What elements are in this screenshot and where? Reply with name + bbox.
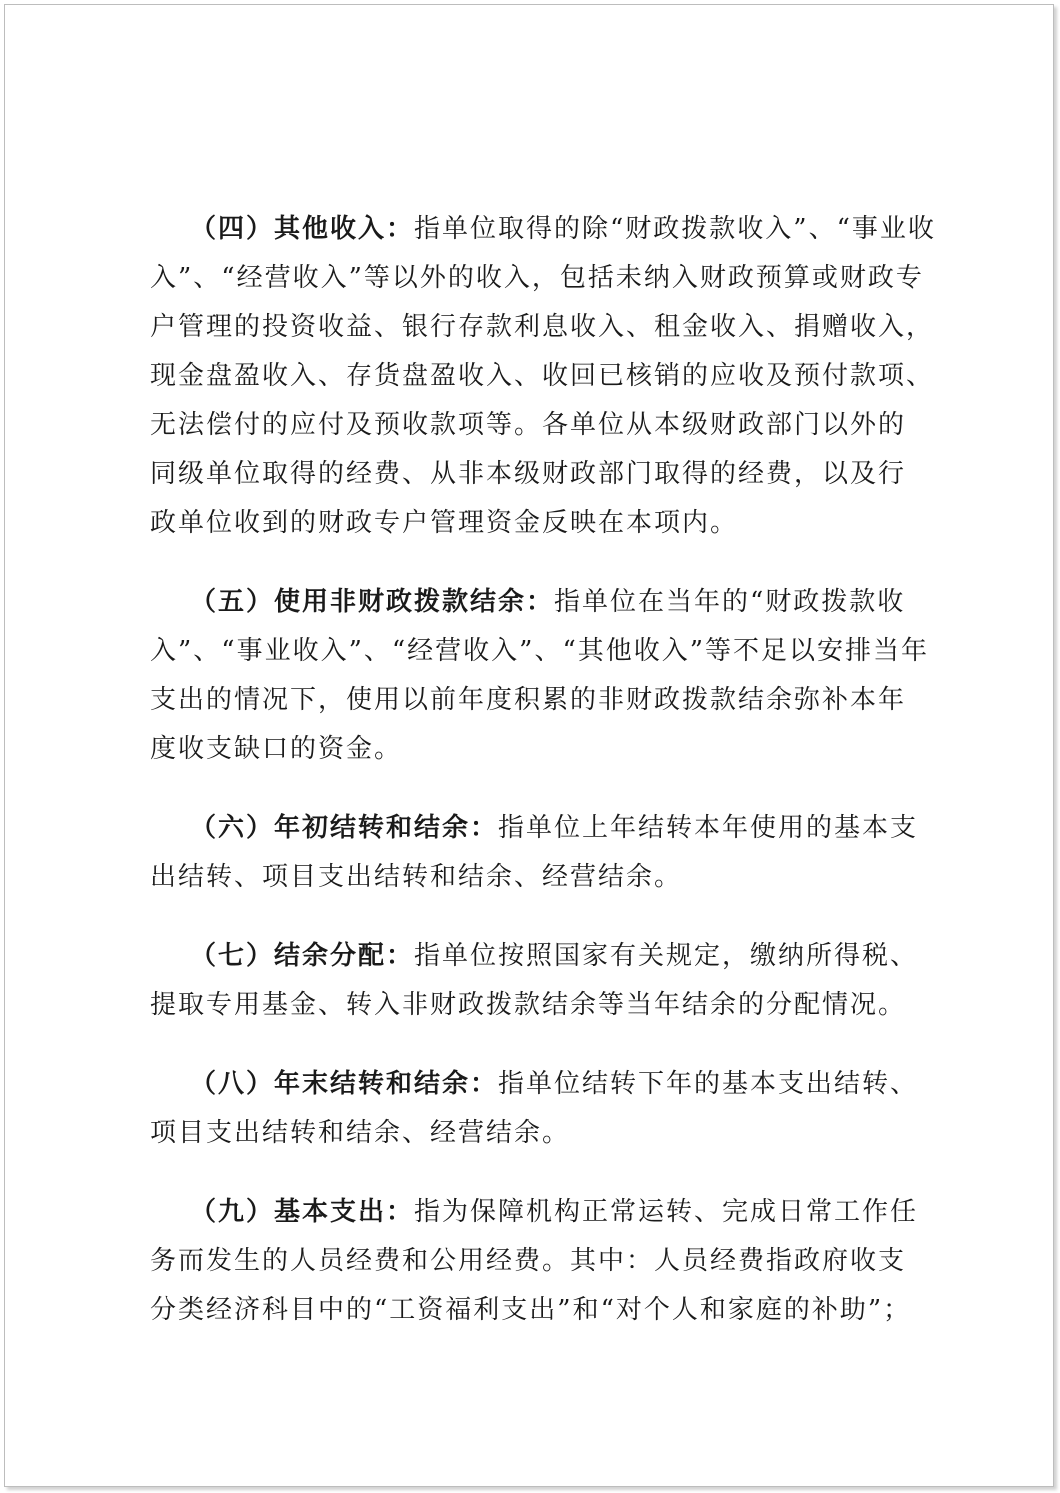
paragraph-line: 入”、“事业收入”、“经营收入”、“其他收入”等不足以安排当年: [150, 636, 930, 666]
document-page: [4, 4, 1054, 1487]
paragraph-first-line: [150, 205, 950, 254]
paragraph-line: 度收支缺口的资金。: [150, 734, 403, 764]
paragraph-line: 政单位收到的财政专户管理资金反映在本项内。: [150, 508, 739, 538]
paragraph-use-non-fiscal-surplus: [150, 578, 950, 774]
paragraph-year-end-carryover: [150, 1060, 950, 1158]
paragraph-basic-expenditure: [150, 1188, 950, 1335]
document-body: [150, 205, 950, 1365]
paragraph-other-income: [150, 205, 950, 548]
paragraph-line: 支出的情况下，使用以前年度积累的非财政拨款结余弥补本年: [150, 685, 907, 715]
paragraph-heading: （九）基本支出：: [190, 1197, 415, 1227]
paragraph-line: 提取专用基金、转入非财政拨款结余等当年结余的分配情况。: [150, 990, 907, 1020]
paragraph-first-line: [150, 578, 950, 627]
paragraph-heading: （六）年初结转和结余：: [190, 813, 499, 843]
paragraph-text: 指单位按照国家有关规定，缴纳所得税、: [414, 941, 919, 971]
paragraph-first-line: [150, 932, 950, 981]
paragraph-line: 出结转、项目支出结转和结余、经营结余。: [150, 862, 683, 892]
paragraph-heading: （四）其他收入：: [190, 214, 415, 244]
paragraph-line: 分类经济科目中的“工资福利支出”和“对个人和家庭的补助”；: [150, 1295, 912, 1325]
paragraph-text: 指单位取得的除“财政拨款收入”、“事业收: [414, 214, 936, 244]
paragraph-line: 无法偿付的应付及预收款项等。各单位从本级财政部门以外的: [150, 410, 907, 440]
paragraph-text: 指单位结转下年的基本支出结转、: [498, 1069, 919, 1099]
paragraph-line: 现金盘盈收入、存货盘盈收入、收回已核销的应收及预付款项、: [150, 361, 935, 391]
paragraph-line: 同级单位取得的经费、从非本级财政部门取得的经费，以及行: [150, 459, 907, 489]
paragraph-line: 项目支出结转和结余、经营结余。: [150, 1118, 571, 1148]
paragraph-text: 指单位在当年的“财政拨款收: [554, 587, 906, 617]
paragraph-line: 务而发生的人员经费和公用经费。其中：人员经费指政府收支: [150, 1246, 907, 1276]
paragraph-first-line: [150, 1188, 950, 1237]
paragraph-first-line: [150, 804, 950, 853]
paragraph-text: 指单位上年结转本年使用的基本支: [498, 813, 919, 843]
paragraph-heading: （七）结余分配：: [190, 941, 415, 971]
paragraph-line: 户管理的投资收益、银行存款利息收入、租金收入、捐赠收入，: [150, 312, 935, 342]
paragraph-line: 入”、“经营收入”等以外的收入，包括未纳入财政预算或财政专: [150, 263, 924, 293]
paragraph-heading: （五）使用非财政拨款结余：: [190, 587, 555, 617]
paragraph-first-line: [150, 1060, 950, 1109]
paragraph-text: 指为保障机构正常运转、完成日常工作任: [414, 1197, 919, 1227]
paragraph-heading: （八）年末结转和结余：: [190, 1069, 499, 1099]
paragraph-beginning-carryover: [150, 804, 950, 902]
paragraph-surplus-distribution: [150, 932, 950, 1030]
